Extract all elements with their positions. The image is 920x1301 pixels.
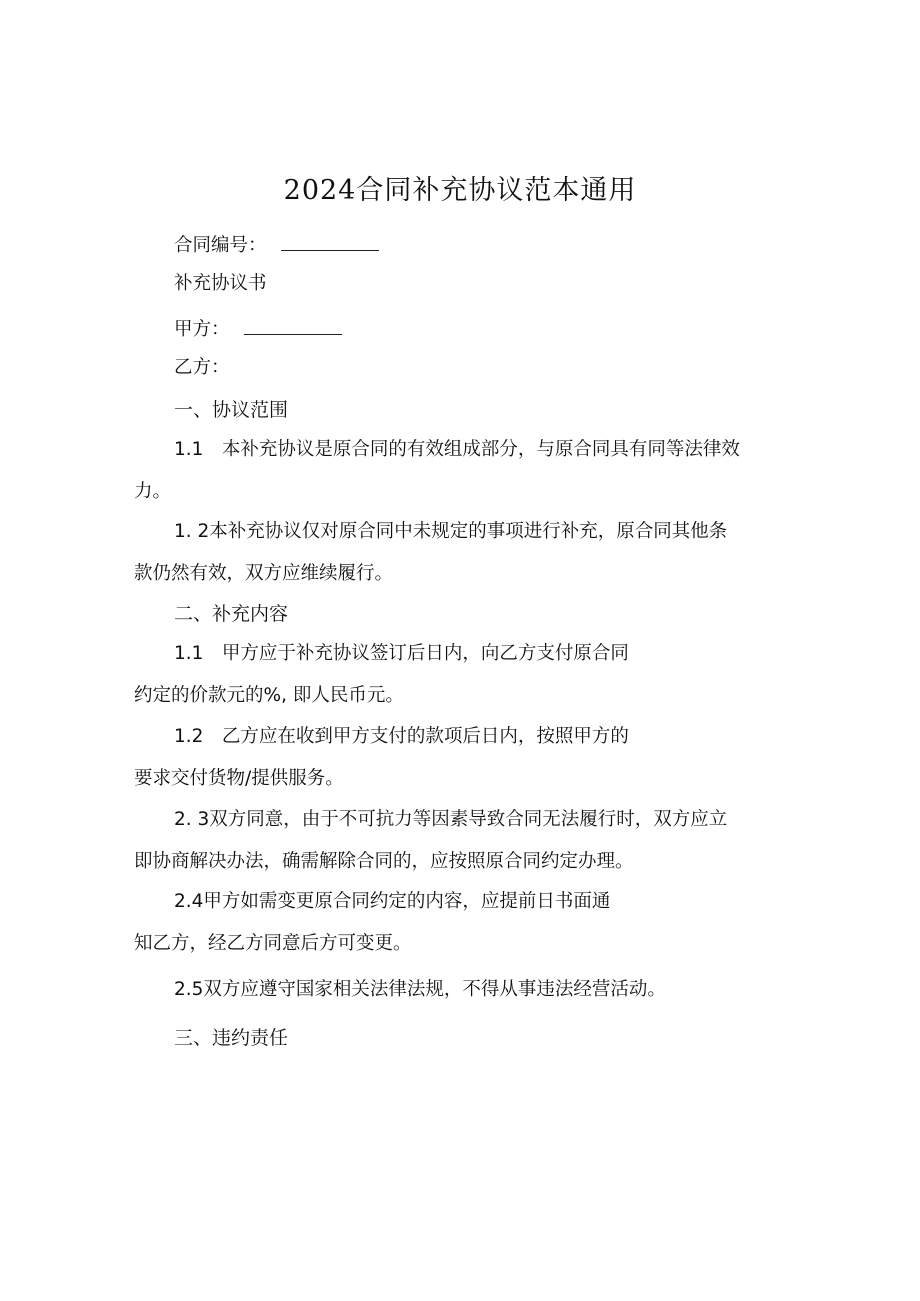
paragraph-line: 2.5双方应遵守国家相关法律法规，不得从事违法经营活动。: [174, 979, 666, 1000]
paragraph-line: 2. 3双方同意，由于不可抗力等因素导致合同无法履行时，双方应立: [174, 809, 728, 830]
paragraph-line: 1.1 本补充协议是原合同的有效组成部分，与原合同具有同等法律效: [174, 439, 740, 460]
paragraph-line: 即协商解决办法，确需解除合同的，应按照原合同约定办理。: [134, 851, 634, 872]
paragraph-line: 1.2 乙方应在收到甲方支付的款项后日内，按照甲方的: [174, 726, 629, 747]
agreement-label: 补充协议书: [174, 273, 267, 294]
paragraph-line: 2.4甲方如需变更原合同约定的内容，应提前日书面通: [174, 891, 611, 912]
contract-number-blank: [281, 230, 379, 251]
paragraph-line: 1. 2本补充协议仅对原合同中未规定的事项进行补充，原合同其他条: [174, 521, 728, 542]
section-heading: 一、协议范围: [174, 399, 289, 421]
section-heading: 三、违约责任: [174, 1027, 289, 1049]
paragraph-line: 1.1 甲方应于补充协议签订后日内，向乙方支付原合同: [174, 643, 629, 664]
paragraph-line: 知乙方，经乙方同意后方可变更。: [134, 933, 412, 954]
contract-number-label: 合同编号：: [174, 235, 267, 256]
paragraph-line: 要求交付货物/提供服务。: [134, 768, 344, 789]
party-b-label: 乙方：: [174, 357, 230, 378]
party-a-row: [174, 314, 342, 342]
section-heading: 二、补充内容: [174, 603, 289, 625]
party-a-label: 甲方：: [174, 319, 230, 340]
contract-number-row: [174, 230, 379, 258]
party-a-blank: [244, 314, 342, 335]
paragraph-line: 约定的价款元的%, 即人民币元。: [134, 685, 404, 706]
paragraph-line: 力。: [134, 481, 172, 502]
paragraph-line: 款仍然有效，双方应维续履行。: [134, 563, 394, 584]
document-title: 2024合同补充协议范本通用: [283, 175, 637, 206]
